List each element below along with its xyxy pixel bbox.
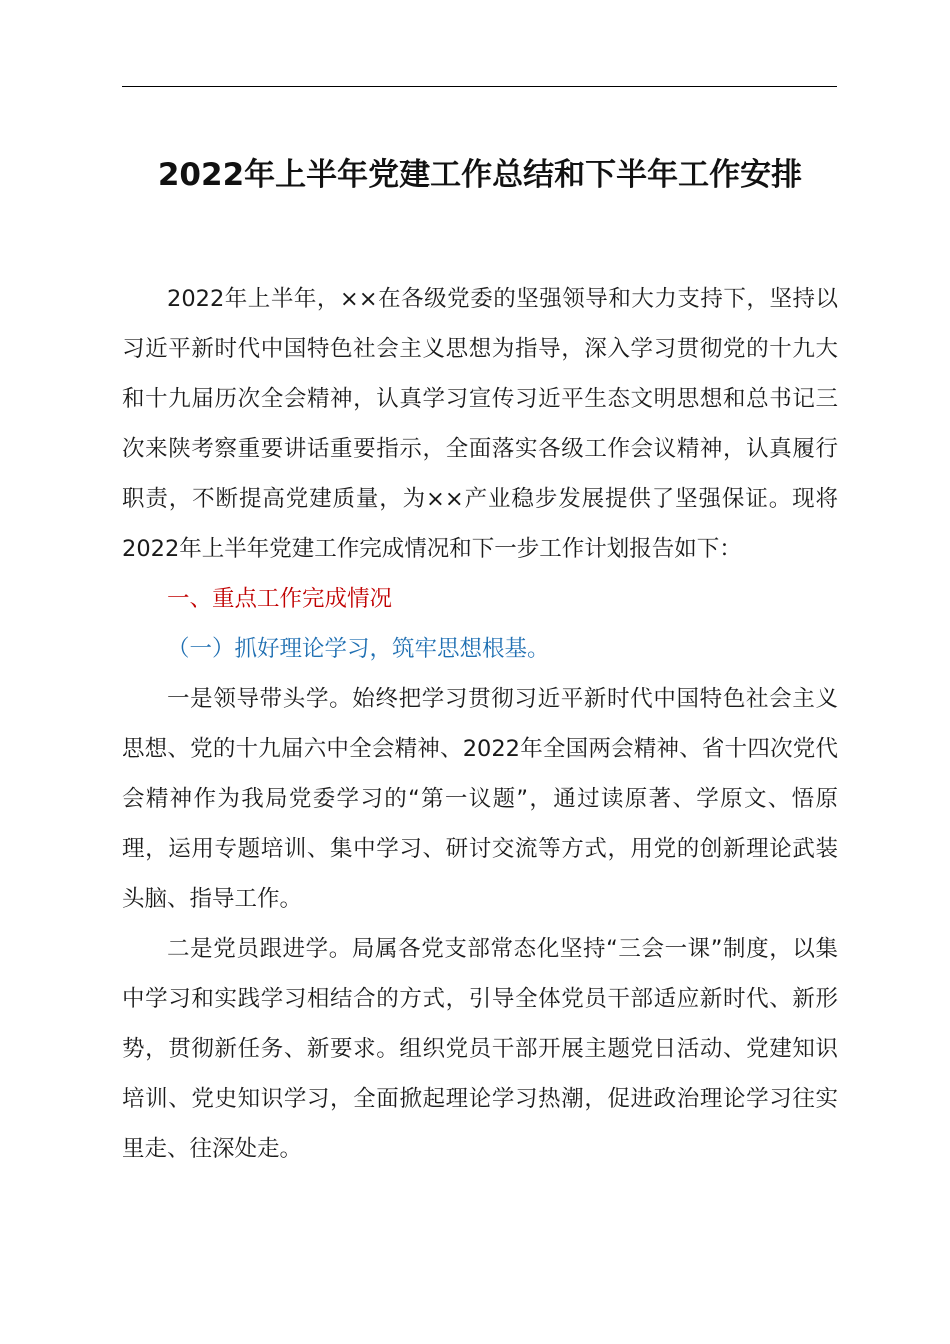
intro-paragraph: 2022年上半年，××在各级党委的坚强领导和大力支持下，坚持以习近平新时代中国特色社会主义思想为指导，深入学习贯彻党的十九大和十九届历次全会精神，认真学习宣传习近平生态文明思想和总书记三次来陕考察重要讲话重要指示，全面落实各级工作会议精神，认真履行职责，不断提高党建质量，为××产业稳步发展提供了坚强保证。现将2022年上半年党建工作完成情况和下一步工作计划报告如下： xyxy=(122,286,838,562)
subsection-heading: （一）抓好理论学习，筑牢思想根基。 xyxy=(167,636,550,662)
header-rule xyxy=(122,86,837,87)
body-paragraph: 一是领导带头学。始终把学习贯彻习近平新时代中国特色社会主义思想、党的十九届六中全会精神、2022年全国两会精神、省十四次党代会精神作为我局党委学习的“第一议题”，通过读原著、学原文、悟原理，运用专题培训、集中学习、研讨交流等方式，用党的创新理论武装头脑、指导工作。 xyxy=(122,686,838,912)
section-heading: 一、重点工作完成情况 xyxy=(167,586,393,612)
body-paragraph: 二是党员跟进学。局属各党支部常态化坚持“三会一课”制度，以集中学习和实践学习相结合的方式，引导全体党员干部适应新时代、新形势，贯彻新任务、新要求。组织党员干部开展主题党日活动、党建知识培训、党史知识学习，全面掀起理论学习热潮，促进政治理论学习往实里走、往深处走。 xyxy=(122,936,838,1162)
document-title: 2022年上半年党建工作总结和下半年工作安排 xyxy=(157,157,803,193)
document-body xyxy=(122,274,838,1174)
